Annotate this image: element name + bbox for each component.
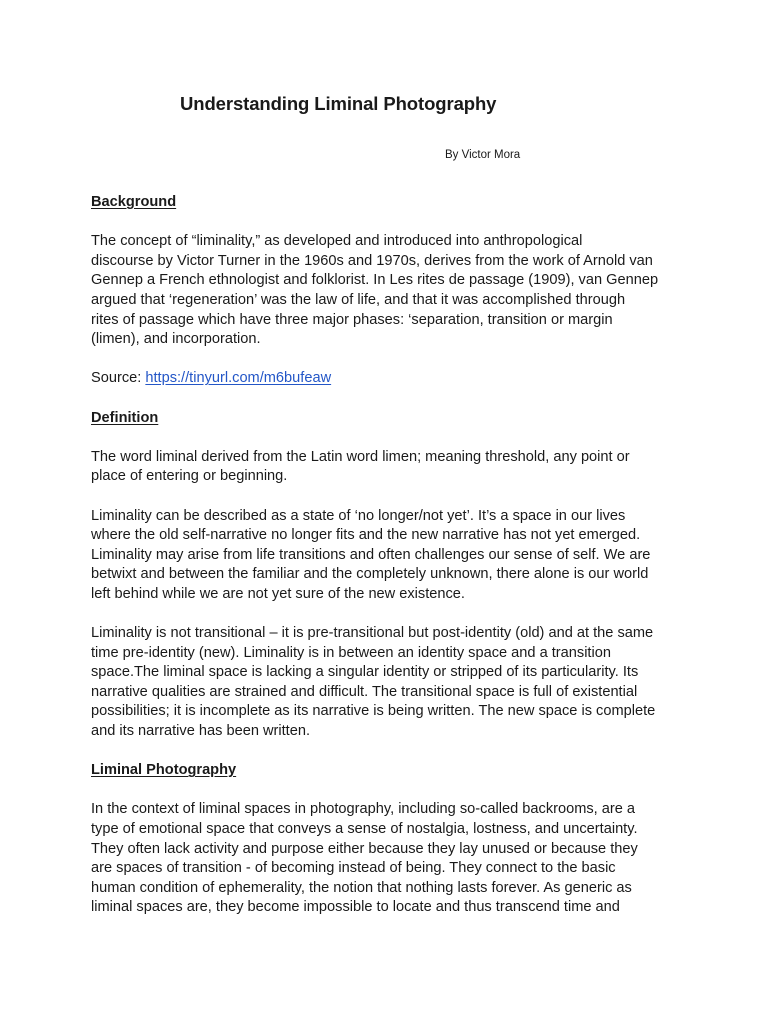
- spacer: [91, 604, 691, 624]
- text-line: Liminality may arise from life transitions and often challenges our sense of self. We are: [91, 546, 651, 563]
- background-paragraph: [91, 232, 691, 350]
- text-line: Liminality is not transitional – it is pre-transitional but post-identity (old) and at the same: [91, 625, 654, 642]
- source-label: Source:: [91, 370, 146, 387]
- source-line: [91, 369, 691, 389]
- section-heading-background: Background: [91, 194, 177, 210]
- text-line: argued that ‘regeneration’ was the law of life, and that it was accomplished through: [91, 291, 626, 308]
- text-line: space.The liminal space is lacking a singular identity or stripped of its particularity. Its: [91, 664, 639, 681]
- text-line: type of emotional space that conveys a sense of nostalgia, lostness, and uncertainty.: [91, 821, 638, 837]
- text-line: possibilities; it is incomplete as its narrative is being written. The new space is complete: [91, 703, 656, 720]
- text-line: are spaces of transition - of becoming instead of being. They connect to the basic: [91, 860, 616, 877]
- text-line: narrative qualities are strained and difficult. The transitional space is full of existential: [91, 683, 638, 700]
- document-title: Understanding Liminal Photography: [180, 93, 497, 114]
- spacer: [91, 742, 691, 762]
- text-line: (limen), and incorporation.: [91, 331, 261, 348]
- definition-paragraph-1: [91, 448, 691, 487]
- spacer: [91, 428, 691, 448]
- document-body: [91, 193, 691, 918]
- text-line: rites of passage which have three major phases: ‘separation, transition or margin: [91, 311, 613, 328]
- text-line: liminal spaces are, they become impossible to locate and thus transcend time and: [91, 899, 620, 916]
- spacer: [91, 389, 691, 409]
- spacer: [91, 350, 691, 370]
- text-line: Gennep a French ethnologist and folklorist. In Les rites de passage (1909), van Gennep: [91, 272, 659, 289]
- text-line: The word liminal derived from the Latin word limen; meaning threshold, any point or: [91, 448, 630, 465]
- spacer: [91, 213, 691, 233]
- definition-paragraph-2: [91, 507, 691, 605]
- section-heading-definition: Definition: [91, 409, 159, 426]
- text-line: and its narrative has been written.: [91, 723, 311, 740]
- section-heading-liminal-photography: Liminal Photography: [91, 762, 237, 779]
- spacer: [91, 781, 691, 801]
- text-line: left behind while we are not yet sure of the new existence.: [91, 585, 465, 602]
- text-line: Liminality can be described as a state of ‘no longer/not yet’. It’s a space in our lives: [91, 507, 626, 524]
- author-byline: By Victor Mora: [445, 149, 521, 161]
- text-line: They often lack activity and purpose either because they lay unused or because they: [91, 840, 638, 857]
- text-line: The concept of “liminality,” as developed and introduced into anthropological: [91, 233, 583, 250]
- text-line: betwixt and between the familiar and the completely unknown, there alone is our world: [91, 566, 649, 583]
- text-line: place of entering or beginning.: [91, 468, 288, 485]
- text-line: where the old self-narrative no longer fits and the new narrative has not yet emerged.: [91, 527, 641, 544]
- text-line: discourse by Victor Turner in the 1960s and 1970s, derives from the work of Arnold van: [91, 252, 653, 269]
- text-line: human condition of ephemerality, the notion that nothing lasts forever. As generic as: [91, 879, 632, 896]
- liminal-photography-paragraph: [91, 800, 691, 918]
- text-line: In the context of liminal spaces in photography, including so-called backrooms, are a: [91, 801, 636, 818]
- source-link[interactable]: https://tinyurl.com/m6bufeaw: [145, 370, 332, 387]
- text-line: time pre-identity (new). Liminality is in between an identity space and a transition: [91, 644, 611, 661]
- definition-paragraph-3: [91, 624, 691, 742]
- spacer: [91, 487, 691, 507]
